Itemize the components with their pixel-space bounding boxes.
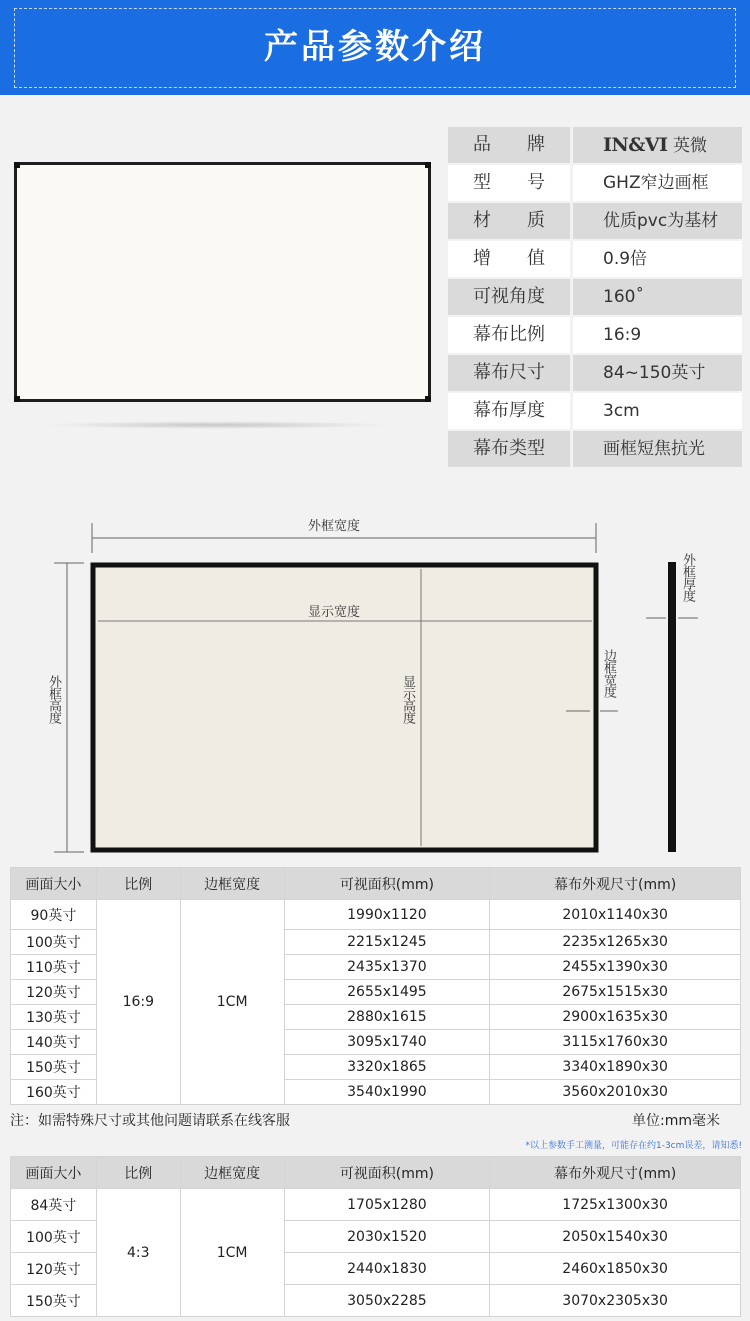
spec-row <box>448 203 742 241</box>
spec-value: 84~150英寸 <box>573 355 742 391</box>
spec-table <box>448 127 742 469</box>
spec-row-brand <box>448 127 742 165</box>
column-header: 边框宽度 <box>180 1157 284 1189</box>
spec-row <box>448 279 742 317</box>
view-area-cell: 3540x1990 <box>284 1080 490 1105</box>
size-cell: 140英寸 <box>11 1030 97 1055</box>
spec-row <box>448 317 742 355</box>
brand-logo: IN&VI <box>603 134 668 156</box>
display-width-label: 显示宽度 <box>308 605 361 620</box>
table-row <box>11 1189 741 1221</box>
screen-shadow <box>42 421 392 429</box>
spec-label: 可视角度 <box>448 279 570 315</box>
outer-size-cell: 2050x1540x30 <box>490 1221 741 1253</box>
spec-row <box>448 165 742 203</box>
view-area-cell: 2215x1245 <box>284 930 490 955</box>
column-header: 比例 <box>96 868 180 900</box>
view-area-cell: 3050x2285 <box>284 1285 490 1317</box>
spec-value: GHZ窄边画框 <box>573 165 742 201</box>
ratio-cell: 16:9 <box>96 900 180 1105</box>
outer-size-cell: 1725x1300x30 <box>490 1189 741 1221</box>
spec-label: 幕布厚度 <box>448 393 570 429</box>
screen-corner <box>14 396 20 402</box>
border-width-label: 边框宽度 <box>601 649 616 697</box>
spec-label: 型 号 <box>448 165 570 201</box>
outer-size-cell: 2455x1390x30 <box>490 955 741 980</box>
table-header-row <box>11 1157 741 1189</box>
product-screen-image <box>14 162 431 402</box>
spec-row <box>448 431 742 469</box>
size-table-4-3 <box>10 1156 741 1317</box>
outer-size-cell: 2675x1515x30 <box>490 980 741 1005</box>
spec-value: 16:9 <box>573 317 742 353</box>
dimension-diagram-svg <box>0 505 750 865</box>
column-header: 幕布外观尺寸(mm) <box>490 1157 741 1189</box>
size-cell: 160英寸 <box>11 1080 97 1105</box>
size-cell: 110英寸 <box>11 955 97 980</box>
spec-value: 3cm <box>573 393 742 429</box>
outer-size-cell: 3115x1760x30 <box>490 1030 741 1055</box>
outer-size-cell: 2900x1635x30 <box>490 1005 741 1030</box>
contact-note: 注：如需特殊尺寸或其他问题请联系在线客服 <box>10 1113 290 1129</box>
spec-label: 增 值 <box>448 241 570 277</box>
size-cell: 90英寸 <box>11 900 97 930</box>
view-area-cell: 2440x1830 <box>284 1253 490 1285</box>
column-header: 画面大小 <box>11 1157 97 1189</box>
table-header-row <box>11 868 741 900</box>
size-cell: 84英寸 <box>11 1189 97 1221</box>
brand-name: 英微 <box>672 136 707 156</box>
spec-label: 幕布尺寸 <box>448 355 570 391</box>
view-area-cell: 2435x1370 <box>284 955 490 980</box>
screen-corner <box>14 162 20 168</box>
table-row <box>11 900 741 930</box>
column-header: 可视面积(mm) <box>284 1157 490 1189</box>
screen-corner <box>425 162 431 168</box>
view-area-cell: 2030x1520 <box>284 1221 490 1253</box>
view-area-cell: 3320x1865 <box>284 1055 490 1080</box>
view-area-cell: 1990x1120 <box>284 900 490 930</box>
size-cell: 150英寸 <box>11 1055 97 1080</box>
spec-row <box>448 241 742 279</box>
spec-row <box>448 393 742 431</box>
column-header: 幕布外观尺寸(mm) <box>490 868 741 900</box>
outer-size-cell: 3340x1890x30 <box>490 1055 741 1080</box>
spec-value: 画框短焦抗光 <box>573 431 742 467</box>
screen-corner <box>425 396 431 402</box>
size-cell: 100英寸 <box>11 1221 97 1253</box>
spec-value: 优质pvc为基材 <box>573 203 742 239</box>
spec-label: 幕布比例 <box>448 317 570 353</box>
column-header: 比例 <box>96 1157 180 1189</box>
column-header: 边框宽度 <box>180 868 284 900</box>
outer-size-cell: 3560x2010x30 <box>490 1080 741 1105</box>
spec-label: 品 牌 <box>448 127 570 163</box>
spec-label: 材 质 <box>448 203 570 239</box>
size-cell: 120英寸 <box>11 1253 97 1285</box>
view-area-cell: 1705x1280 <box>284 1189 490 1221</box>
view-area-cell: 2880x1615 <box>284 1005 490 1030</box>
size-cell: 120英寸 <box>11 980 97 1005</box>
spec-value: 160˚ <box>573 279 742 315</box>
size-table-16-9 <box>10 867 741 1105</box>
column-header: 可视面积(mm) <box>284 868 490 900</box>
outer-height-label: 外框高度 <box>46 675 61 723</box>
view-area-cell: 3095x1740 <box>284 1030 490 1055</box>
outer-size-cell: 3070x2305x30 <box>490 1285 741 1317</box>
spec-value <box>573 127 742 163</box>
border-cell: 1CM <box>180 1189 284 1317</box>
spec-row <box>448 355 742 393</box>
size-cell: 100英寸 <box>11 930 97 955</box>
unit-label: 单位:mm毫米 <box>632 1113 720 1129</box>
outer-size-cell: 2235x1265x30 <box>490 930 741 955</box>
spec-label: 幕布类型 <box>448 431 570 467</box>
display-height-label: 显示高度 <box>400 675 415 723</box>
header-banner <box>0 0 750 95</box>
measurement-note: *以上参数手工测量，可能存在约1-3cm误差，请知悉! <box>525 1141 742 1151</box>
size-cell: 130英寸 <box>11 1005 97 1030</box>
view-area-cell: 2655x1495 <box>284 980 490 1005</box>
outer-thickness-label: 外框厚度 <box>680 553 695 601</box>
spec-value: 0.9倍 <box>573 241 742 277</box>
outer-size-cell: 2010x1140x30 <box>490 900 741 930</box>
column-header: 画面大小 <box>11 868 97 900</box>
page-title: 产品参数介绍 <box>264 27 486 67</box>
dimension-diagram <box>0 505 750 865</box>
size-cell: 150英寸 <box>11 1285 97 1317</box>
outer-width-label: 外框宽度 <box>308 519 361 534</box>
border-cell: 1CM <box>180 900 284 1105</box>
ratio-cell: 4:3 <box>96 1189 180 1317</box>
outer-size-cell: 2460x1850x30 <box>490 1253 741 1285</box>
